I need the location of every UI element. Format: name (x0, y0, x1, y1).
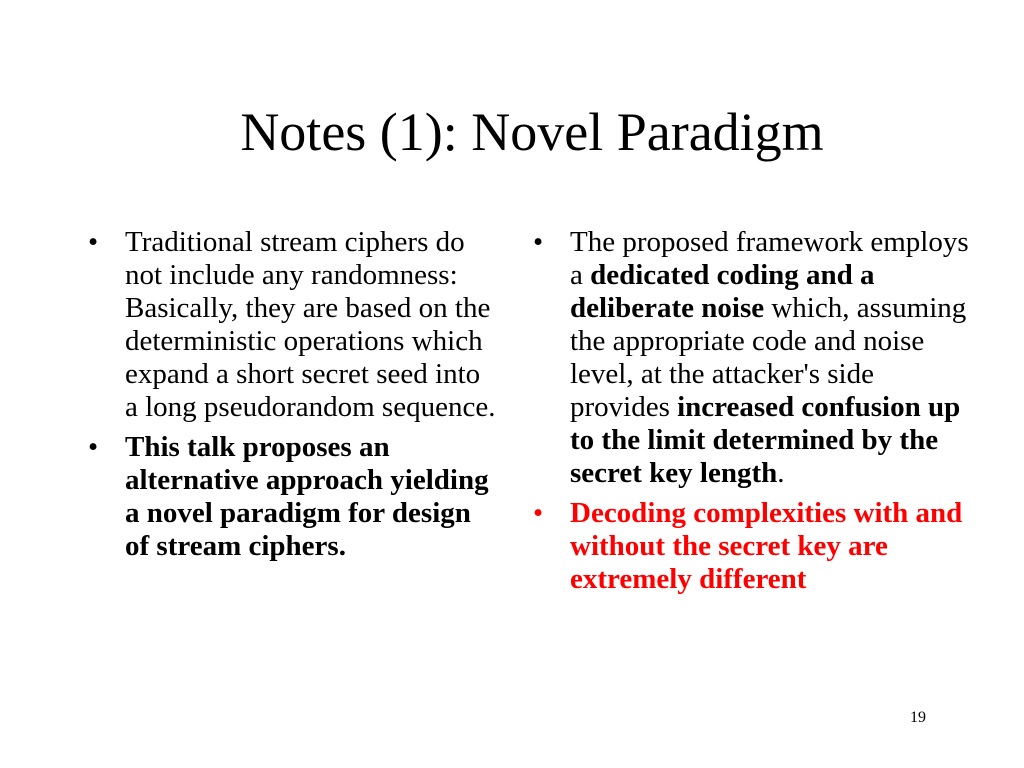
right-bullet-2-text: Decoding complexities with and without the secret key are extremely different (570, 497, 963, 595)
right-bullet-framework (531, 226, 976, 490)
right-bullet-1-part2: which, assuming the appropriate code and noise level, at the attacker's side provides (570, 292, 967, 423)
left-bullet-2-text: This talk proposes an alternative approach yielding a novel paradigm for design of stream ciphers. (125, 431, 489, 562)
left-bullet-1-text: Traditional stream ciphers do not include any randomness: Basically, they are based on the deterministic operations which expand a short secret seed into a long pseudorandom sequence. (125, 226, 496, 423)
right-bullet-decoding-complexities (531, 497, 976, 596)
slide-number: 19 (910, 709, 926, 726)
slide-title: Notes (1): Novel Paradigm (240, 102, 824, 162)
right-bullet-1-part3: . (777, 457, 785, 489)
right-bullet-1-bold1: dedicated coding and a deliberate noise (570, 259, 875, 324)
right-bullet-list (531, 226, 976, 603)
left-bullet-list (86, 226, 496, 570)
left-bullet-traditional-ciphers (86, 226, 496, 424)
right-bullet-1-bold2: increased confusion up to the limit determined by the secret key length (570, 391, 961, 489)
right-bullet-1-part1: The proposed framework employs a (570, 226, 969, 291)
left-bullet-proposal (86, 431, 496, 563)
